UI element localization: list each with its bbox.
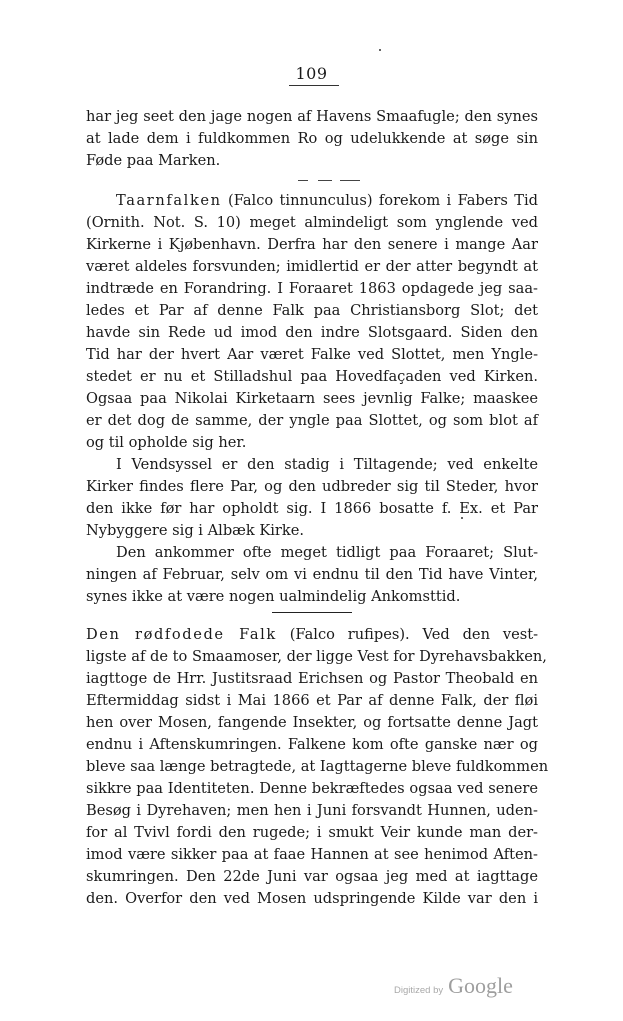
text-line: at lade dem i fuldkommen Ro og udelukkende at søge sin: [86, 130, 538, 147]
text-line-with-heading: [86, 624, 538, 646]
text-line: Føde paa Marken.: [86, 152, 221, 169]
text-line: synes ikke at være nogen ualmindelig Ankomsttid.: [86, 588, 461, 605]
text-line: Eftermiddag sidst i Mai 1866 et Par af denne Falk, der fløi: [86, 692, 538, 709]
page-number-underline: [289, 85, 339, 86]
text-line: hen over Mosen, fangende Insekter, og fortsatte denne Jagt: [86, 714, 538, 731]
species-heading: Den rødfodede Falk: [86, 626, 277, 643]
text-line: ligste af de to Smaamoser, der ligge Vest for Dyrehavsbakken,: [86, 648, 547, 665]
species-heading: Taarnfalken: [116, 192, 222, 209]
text-line: endnu i Aftenskumringen. Falkene kom ofte ganske nær og: [86, 736, 538, 753]
text-line: imod være sikker paa at faae Hannen at see henimod Aften-: [86, 846, 538, 863]
text-line: skumringen. Den 22de Juni var ogsaa jeg med at iagttage: [86, 868, 538, 885]
text-line: Besøg i Dyrehaven; men hen i Juni forsvandt Hunnen, uden-: [86, 802, 538, 819]
text-line: sikkre paa Identiteten. Denne bekræftedes ogsaa ved senere: [86, 780, 538, 797]
page-number: 109: [295, 64, 328, 83]
google-logo: Google: [448, 973, 513, 998]
text-line: Kirkerne i Kjøbenhavn. Derfra har den senere i mange Aar: [86, 236, 538, 253]
text-line: Den ankommer ofte meget tidligt paa Foraaret; Slut-: [116, 544, 538, 561]
text-line: været aldeles forsvunden; imidlertid er der atter begyndt at: [86, 258, 538, 275]
text-span: (Falco rufipes). Ved den vest-: [276, 626, 538, 643]
text-line: iagttoge de Hrr. Justitsraad Erichsen og Pastor Theobald en: [86, 670, 538, 687]
digitized-by-google-watermark: [394, 973, 513, 1003]
text-line: Nybyggere sig i Albæk Kirke.: [86, 522, 305, 539]
text-line: havde sin Rede ud imod den indre Slotsgaard. Siden den: [86, 324, 538, 341]
ink-speck: [379, 49, 381, 51]
text-line: I Vendsyssel er den stadig i Tiltagende; ved enkelte: [116, 456, 538, 473]
text-line-with-heading: [116, 190, 538, 212]
text-line: for al Tvivl fordi den rugede; i smukt Veir kunde man der-: [86, 824, 538, 841]
text-line: har jeg seet den jage nogen af Havens Smaafugle; den synes: [86, 108, 538, 125]
text-line: er det dog de samme, der yngle paa Slottet, og som blot af: [86, 412, 538, 429]
text-line: (Ornith. Not. S. 10) meget almindeligt som ynglende ved: [86, 214, 538, 231]
text-span: (Falco tinnunculus) forekom i Fabers Tid: [221, 192, 538, 209]
text-line: stedet er nu et Stilladshul paa Hovedfaçaden ved Kirken.: [86, 368, 538, 385]
text-line: Tid har der hvert Aar været Falke ved Slottet, men Yngle-: [86, 346, 538, 363]
section-divider-dash: [318, 180, 332, 181]
text-line: ningen af Februar, selv om vi endnu til den Tid have Vinter,: [86, 566, 538, 583]
section-divider-dash: [340, 180, 360, 181]
ink-speck: [461, 517, 463, 519]
text-line: den ikke før har opholdt sig. I 1866 bosatte f. Ex. et Par: [86, 500, 538, 517]
text-line: den. Overfor den ved Mosen udspringende Kilde var den i: [86, 890, 538, 907]
text-line: bleve saa længe betragtede, at Iagttagerne bleve fuldkommen: [86, 758, 549, 775]
text-line: Kirker findes flere Par, og den udbreder sig til Steder, hvor: [86, 478, 538, 495]
text-line: ledes et Par af denne Falk paa Christiansborg Slot; det: [86, 302, 538, 319]
text-line: og til opholde sig her.: [86, 434, 247, 451]
text-line: Ogsaa paa Nikolai Kirketaarn sees jevnlig Falke; maaskee: [86, 390, 538, 407]
section-divider-dash: [298, 180, 308, 181]
text-line: indtræde en Forandring. I Foraaret 1863 opdagede jeg saa-: [86, 280, 538, 297]
watermark-prefix: Digitized by: [394, 985, 444, 996]
section-divider-rule: [272, 612, 352, 613]
